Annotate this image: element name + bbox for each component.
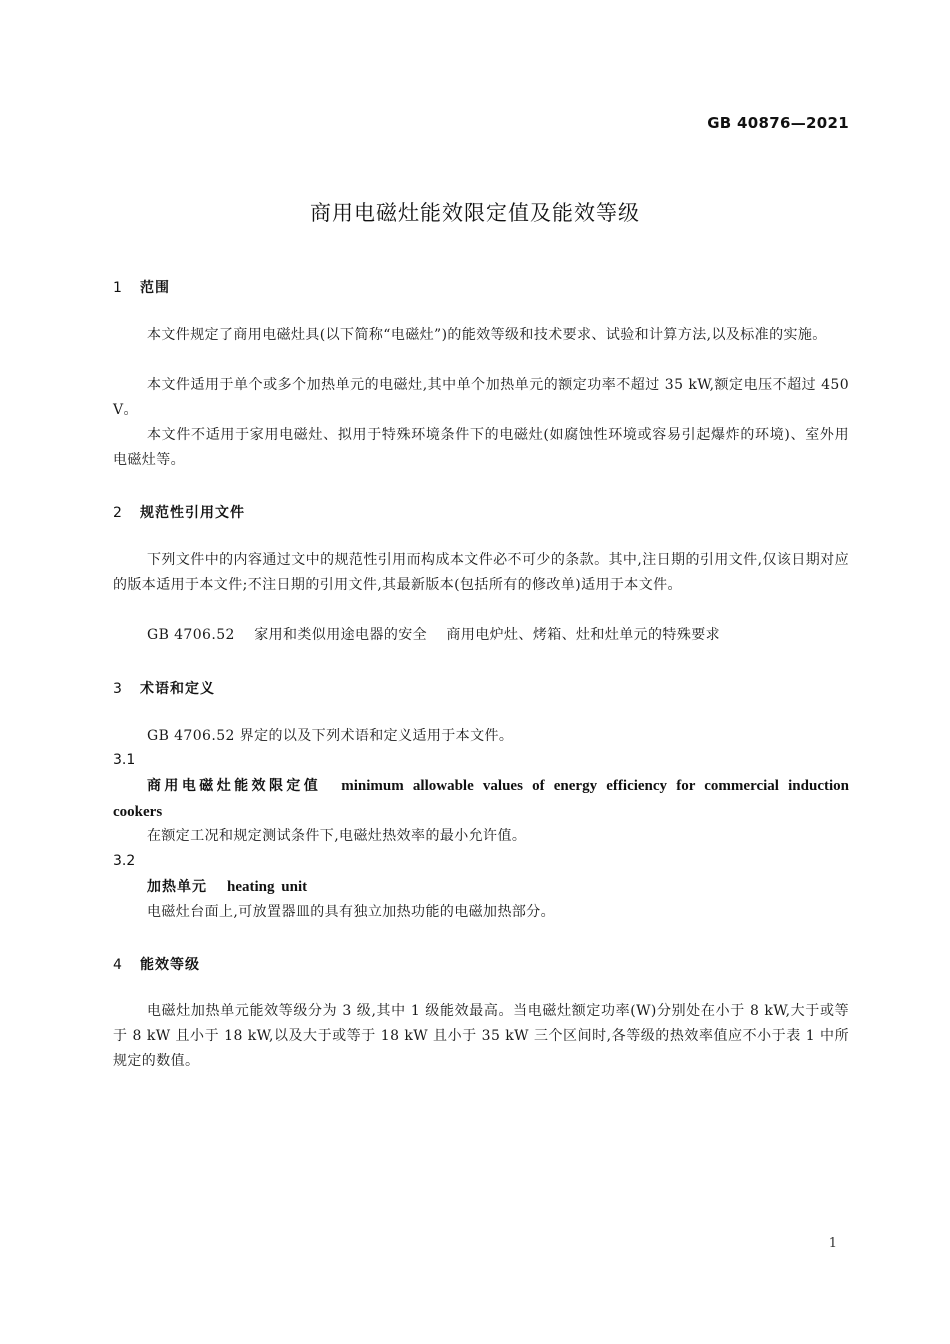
- clause-number: 3.2: [113, 853, 136, 869]
- section-title: 术语和定义: [140, 681, 215, 697]
- paragraph: 本文件规定了商用电磁灶具(以下简称“电磁灶”)的能效等级和技术要求、试验和计算方法,以及标准的实施。: [147, 327, 827, 343]
- section-number: 2: [113, 505, 123, 521]
- term-definition: 在额定工况和规定测试条件下,电磁灶热效率的最小允许值。: [147, 828, 527, 844]
- term-chinese: 加热单元: [147, 879, 207, 895]
- section-number: 4: [113, 957, 123, 973]
- section-number: 3: [113, 681, 123, 697]
- standard-number: GB 40876—2021: [707, 114, 849, 132]
- section-title: 范围: [140, 280, 170, 296]
- term-chinese: 商用电磁灶能效限定值: [147, 778, 322, 794]
- page-number: 1: [828, 1236, 837, 1251]
- section-title: 能效等级: [140, 957, 200, 973]
- term-english: heating unit: [227, 879, 308, 895]
- section-number: 1: [113, 280, 123, 296]
- section-title: 规范性引用文件: [140, 505, 245, 521]
- section-heading-normative-references: [113, 502, 245, 522]
- paragraph: 电磁灶加热单元能效等级分为 3 级,其中 1 级能效最高。当电磁灶额定功率(W)分别处在小于 8 kW,大于或等于 8 kW 且小于 18 kW,以及大于或等于 18 kW 且小于 35 kW 三个区间时,各等级的热效率值应不小于表 1 中所规定的数值。: [113, 1003, 849, 1069]
- section-heading-terms-definitions: [113, 678, 215, 698]
- section-heading-energy-efficiency-grades: [113, 954, 200, 974]
- paragraph: 本文件不适用于家用电磁灶、拟用于特殊环境条件下的电磁灶(如腐蚀性环境或容易引起爆炸的环境)、室外用电磁灶等。: [113, 427, 849, 468]
- paragraph: 本文件适用于单个或多个加热单元的电磁灶,其中单个加热单元的额定功率不超过 35 kW,额定电压不超过 450 V。: [113, 377, 849, 418]
- paragraph: GB 4706.52 界定的以及下列术语和定义适用于本文件。: [147, 728, 514, 744]
- term-entry: [113, 773, 849, 825]
- paragraph: 下列文件中的内容通过文中的规范性引用而构成本文件必不可少的条款。其中,注日期的引用文件,仅该日期对应的版本适用于本文件;不注日期的引用文件,其最新版本(包括所有的修改单)适用于本文件。: [113, 552, 849, 593]
- term-entry: [113, 874, 849, 900]
- clause-number: 3.1: [113, 752, 136, 768]
- term-english: minimum allowable values of energy efficiency for commercial induction cookers: [113, 778, 849, 820]
- term-definition: 电磁灶台面上,可放置器皿的具有独立加热功能的电磁加热部分。: [147, 904, 556, 920]
- section-heading-scope: [113, 277, 170, 297]
- document-title: 商用电磁灶能效限定值及能效等级: [310, 201, 640, 225]
- reference-entry: GB 4706.52 家用和类似用途电器的安全 商用电炉灶、烤箱、灶和灶单元的特殊要求: [147, 627, 721, 643]
